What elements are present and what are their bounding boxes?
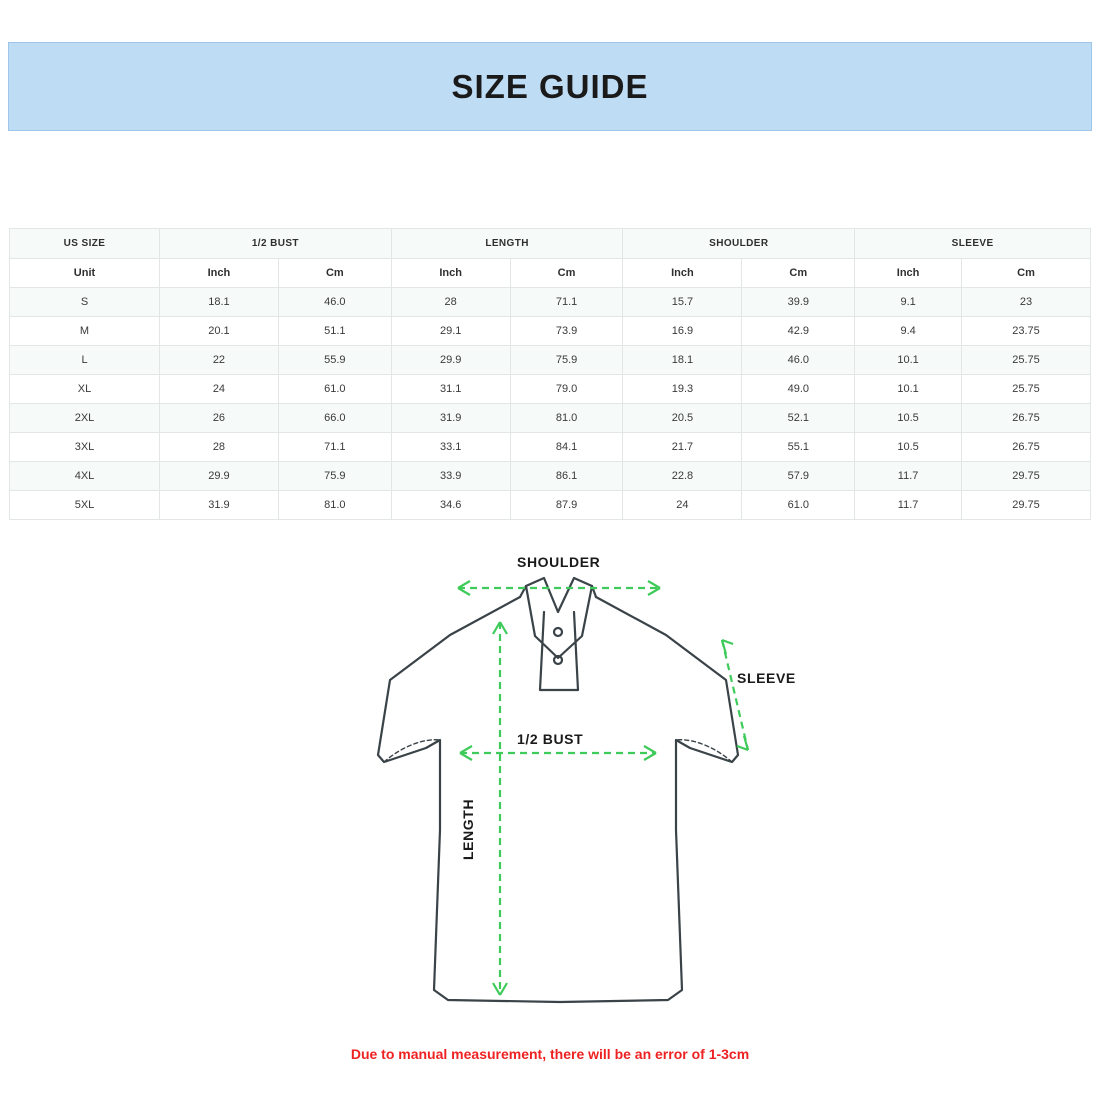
measurement-disclaimer: Due to manual measurement, there will be an error of 1-3cm [350, 1046, 750, 1062]
group-header-bust: 1/2 BUST [160, 229, 392, 259]
unit-header-shoulder-cm: Cm [742, 259, 855, 288]
cell-measurement: 57.9 [742, 462, 855, 491]
cell-size: S [10, 288, 160, 317]
cell-size: 5XL [10, 491, 160, 520]
cell-measurement: 21.7 [623, 433, 742, 462]
table-row [10, 491, 1091, 520]
cell-measurement: 28 [391, 288, 510, 317]
group-header-shoulder: SHOULDER [623, 229, 855, 259]
unit-header-bust-cm: Cm [278, 259, 391, 288]
table-row [10, 375, 1091, 404]
header-banner [8, 42, 1092, 131]
cell-measurement: 61.0 [742, 491, 855, 520]
cell-measurement: 9.4 [855, 317, 962, 346]
cell-measurement: 22.8 [623, 462, 742, 491]
cell-measurement: 34.6 [391, 491, 510, 520]
cell-size: XL [10, 375, 160, 404]
table-head [10, 229, 1091, 288]
cell-measurement: 15.7 [623, 288, 742, 317]
cell-measurement: 52.1 [742, 404, 855, 433]
cell-measurement: 66.0 [278, 404, 391, 433]
table-row [10, 433, 1091, 462]
cell-measurement: 33.9 [391, 462, 510, 491]
cell-measurement: 84.1 [510, 433, 623, 462]
cell-measurement: 20.1 [160, 317, 279, 346]
cell-measurement: 10.5 [855, 433, 962, 462]
cell-measurement: 81.0 [278, 491, 391, 520]
cell-size: 3XL [10, 433, 160, 462]
unit-header-shoulder-inch: Inch [623, 259, 742, 288]
cell-measurement: 26.75 [961, 404, 1090, 433]
cell-measurement: 24 [160, 375, 279, 404]
cell-measurement: 31.1 [391, 375, 510, 404]
table-row [10, 317, 1091, 346]
label-sleeve: SLEEVE [737, 670, 796, 686]
cell-measurement: 75.9 [510, 346, 623, 375]
cell-size: M [10, 317, 160, 346]
cell-measurement: 28 [160, 433, 279, 462]
cell-measurement: 71.1 [278, 433, 391, 462]
cell-measurement: 22 [160, 346, 279, 375]
cell-measurement: 23 [961, 288, 1090, 317]
cell-measurement: 10.5 [855, 404, 962, 433]
label-shoulder: SHOULDER [517, 554, 601, 570]
table-group-header-row [10, 229, 1091, 259]
table-unit-header-row [10, 259, 1091, 288]
cell-size: 4XL [10, 462, 160, 491]
unit-header-bust-inch: Inch [160, 259, 279, 288]
unit-header-sleeve-inch: Inch [855, 259, 962, 288]
label-length: LENGTH [460, 798, 476, 860]
cell-measurement: 86.1 [510, 462, 623, 491]
measurement-arrows [458, 581, 748, 995]
cell-measurement: 19.3 [623, 375, 742, 404]
cell-measurement: 75.9 [278, 462, 391, 491]
cell-measurement: 73.9 [510, 317, 623, 346]
cell-measurement: 46.0 [278, 288, 391, 317]
cell-measurement: 18.1 [623, 346, 742, 375]
cell-measurement: 33.1 [391, 433, 510, 462]
cell-measurement: 29.75 [961, 462, 1090, 491]
cell-size: L [10, 346, 160, 375]
cell-measurement: 49.0 [742, 375, 855, 404]
cell-measurement: 26.75 [961, 433, 1090, 462]
cell-measurement: 87.9 [510, 491, 623, 520]
unit-header-sleeve-cm: Cm [961, 259, 1090, 288]
cell-measurement: 39.9 [742, 288, 855, 317]
cell-measurement: 24 [623, 491, 742, 520]
cell-measurement: 46.0 [742, 346, 855, 375]
cell-measurement: 11.7 [855, 491, 962, 520]
table-row [10, 462, 1091, 491]
cell-measurement: 10.1 [855, 375, 962, 404]
cell-measurement: 20.5 [623, 404, 742, 433]
cell-measurement: 9.1 [855, 288, 962, 317]
group-header-length: LENGTH [391, 229, 623, 259]
cell-measurement: 81.0 [510, 404, 623, 433]
cell-measurement: 31.9 [391, 404, 510, 433]
cell-measurement: 26 [160, 404, 279, 433]
cell-measurement: 55.9 [278, 346, 391, 375]
cell-measurement: 55.1 [742, 433, 855, 462]
cell-measurement: 10.1 [855, 346, 962, 375]
cell-measurement: 31.9 [160, 491, 279, 520]
cell-measurement: 25.75 [961, 375, 1090, 404]
shirt-measurement-diagram [330, 540, 790, 1020]
cell-measurement: 11.7 [855, 462, 962, 491]
cell-measurement: 79.0 [510, 375, 623, 404]
group-header-sleeve: SLEEVE [855, 229, 1091, 259]
cell-measurement: 29.9 [391, 346, 510, 375]
cell-measurement: 71.1 [510, 288, 623, 317]
cell-measurement: 29.75 [961, 491, 1090, 520]
unit-header-label: Unit [10, 259, 160, 288]
cell-size: 2XL [10, 404, 160, 433]
size-table [9, 228, 1091, 520]
cell-measurement: 61.0 [278, 375, 391, 404]
cell-measurement: 23.75 [961, 317, 1090, 346]
page-title: SIZE GUIDE [451, 67, 649, 105]
table-row [10, 346, 1091, 375]
table-row [10, 288, 1091, 317]
cell-measurement: 16.9 [623, 317, 742, 346]
unit-header-length-cm: Cm [510, 259, 623, 288]
table-body [10, 288, 1091, 520]
cell-measurement: 42.9 [742, 317, 855, 346]
polo-shirt-outline [378, 578, 738, 1002]
unit-header-length-inch: Inch [391, 259, 510, 288]
group-header-us-size: US SIZE [10, 229, 160, 259]
label-bust: 1/2 BUST [517, 731, 584, 747]
cell-measurement: 51.1 [278, 317, 391, 346]
table-row [10, 404, 1091, 433]
cell-measurement: 29.9 [160, 462, 279, 491]
cell-measurement: 18.1 [160, 288, 279, 317]
size-table-wrapper [9, 228, 1091, 520]
cell-measurement: 25.75 [961, 346, 1090, 375]
cell-measurement: 29.1 [391, 317, 510, 346]
